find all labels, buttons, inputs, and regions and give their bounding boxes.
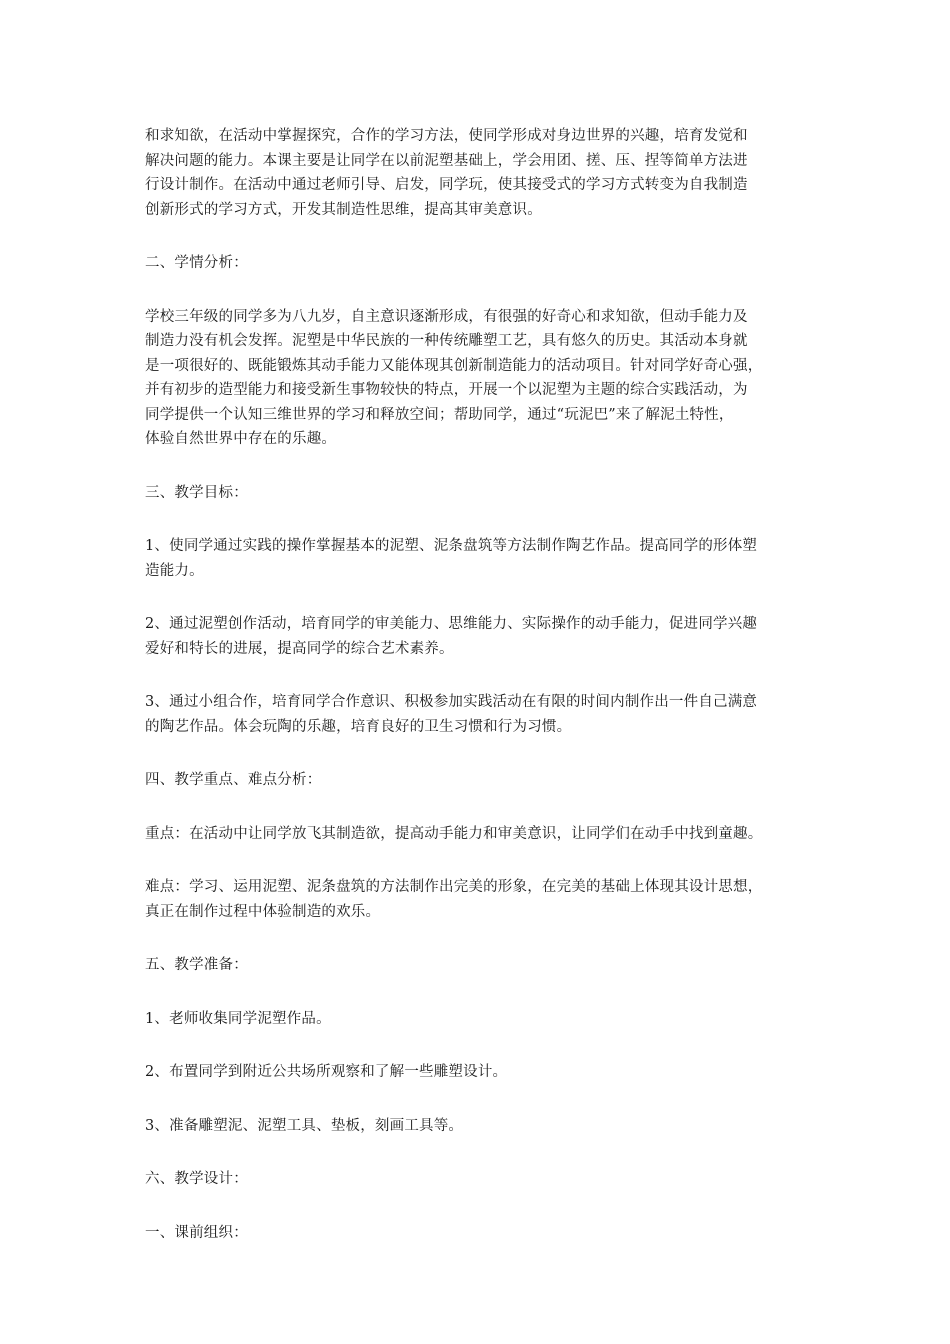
subsection-heading-pre-class: 一、课前组织： (145, 1224, 248, 1241)
text-line: 真正在制作过程中体验制造的欢乐。 (145, 903, 381, 920)
section-heading-learning-analysis: 二、学情分析： (145, 255, 248, 271)
section-heading-preparation: 五、教学准备： (145, 957, 248, 973)
text-line: 创新形式的学习方式，开发其制造性思维，提高其审美意识。 (145, 201, 542, 218)
section-heading-teaching-goals: 三、教学目标： (145, 484, 248, 501)
text-line: 造能力。 (145, 562, 204, 579)
text-line: 3、通过小组合作，培育同学合作意识、积极参加实践活动在有限的时间内制作出一件自己满意 (145, 694, 758, 710)
text-line: 2、通过泥塑创作活动，培育同学的审美能力、思维能力、实际操作的动手能力，促进同学兴趣 (145, 616, 758, 632)
text-line: 重点：在活动中让同学放飞其制造欲，提高动手能力和审美意识，让同学们在动手中找到童趣。 (145, 825, 763, 842)
text-line: 难点：学习、运用泥塑、泥条盘筑的方法制作出完美的形象，在完美的基础上体现其设计思想， (145, 879, 763, 895)
goal-item-3 (145, 690, 813, 739)
text-line: 和求知欲，在活动中掌握探究，合作的学习方法，使同学形成对身边世界的兴趣，培育发觉和 (145, 128, 748, 144)
text-line: 制造力没有机会发挥。泥塑是中华民族的一种传统雕塑工艺，具有悠久的历史。其活动本身就 (145, 333, 748, 349)
difficult-point-paragraph (145, 875, 813, 924)
intro-paragraph (145, 124, 813, 222)
text-line: 体验自然世界中存在的乐趣。 (145, 431, 337, 447)
preparation-item-2: 2、布置同学到附近公共场所观察和了解一些雕塑设计。 (145, 1064, 508, 1080)
learning-analysis-paragraph (145, 305, 813, 452)
text-line: 并有初步的造型能力和接受新生事物较快的特点，开展一个以泥塑为主题的综合实践活动，为 (145, 382, 748, 398)
text-line: 1、使同学通过实践的操作掌握基本的泥塑、泥条盘筑等方法制作陶艺作品。提高同学的形体塑 (145, 538, 758, 554)
goal-item-2 (145, 612, 813, 661)
text-line: 行设计制作。在活动中通过老师引导、启发，同学玩，使其接受式的学习方式转变为自我制造 (145, 177, 748, 193)
section-heading-key-points: 四、教学重点、难点分析： (145, 772, 322, 788)
goal-item-1 (145, 534, 813, 583)
preparation-item-1: 1、老师收集同学泥塑作品。 (145, 1010, 331, 1027)
text-line: 是一项很好的、既能锻炼其动手能力又能体现其创新制造能力的活动项目。针对同学好奇心强， (145, 357, 763, 374)
text-line: 的陶艺作品。体会玩陶的乐趣，培育良好的卫生习惯和行为习惯。 (145, 718, 572, 735)
text-line: 爱好和特长的进展，提高同学的综合艺术素养。 (145, 640, 454, 657)
key-point-paragraph (145, 822, 813, 847)
text-line: 解决问题的能力。本课主要是让同学在以前泥塑基础上，学会用团、搓、压、捏等简单方法进 (145, 152, 748, 169)
preparation-item-3: 3、准备雕塑泥、泥塑工具、垫板，刻画工具等。 (145, 1117, 464, 1134)
section-heading-teaching-design: 六、教学设计： (145, 1171, 248, 1187)
document-page (145, 124, 813, 1245)
text-line: 同学提供一个认知三维世界的学习和释放空间；帮助同学，通过“玩泥巴”来了解泥土特性， (145, 406, 734, 423)
text-line: 学校三年级的同学多为八九岁，自主意识逐渐形成，有很强的好奇心和求知欲，但动手能力及 (145, 308, 748, 325)
